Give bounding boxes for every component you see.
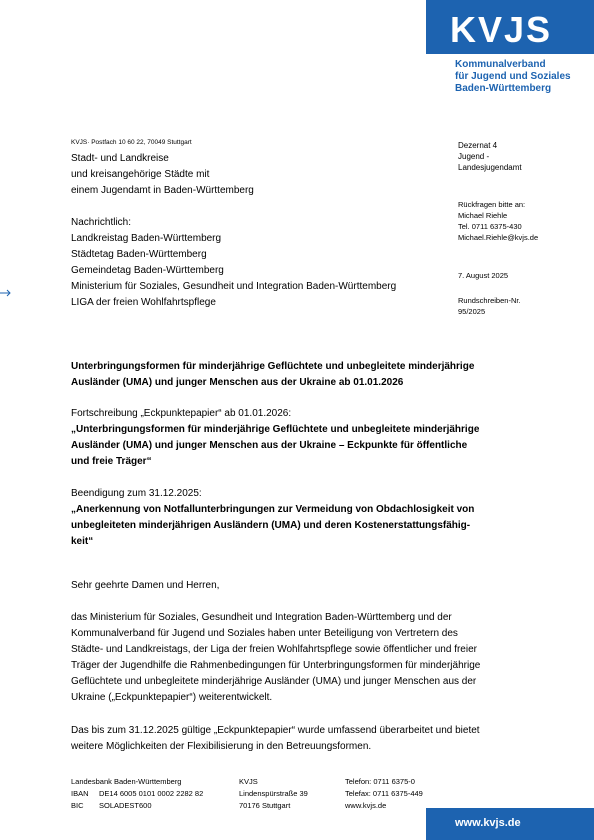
contact-label: Rückfragen bitte an: bbox=[458, 200, 526, 209]
iban-value: DE14 6005 0101 0002 2282 82 bbox=[99, 789, 204, 798]
subject-line: Ausländer (UMA) und junger Menschen aus der Ukraine ab 01.01.2026 bbox=[71, 377, 404, 388]
bank-name: Landesbank Baden-Württemberg bbox=[71, 777, 182, 786]
recipient-line: Stadt- und Landkreise bbox=[71, 153, 169, 164]
footer-bank bbox=[71, 776, 203, 812]
footer-web-small[interactable]: www.kvjs.de bbox=[345, 801, 387, 810]
tagline-line: für Jugend und Soziales bbox=[455, 71, 571, 82]
iban-row bbox=[71, 788, 203, 800]
recipient-line: und kreisangehörige Städte mit bbox=[71, 169, 210, 180]
footer-org: KVJS bbox=[239, 777, 258, 786]
paragraph-line: Träger der Jugendhilfe die Rahmenbedingungen für Unterbringungsformen für minderjährige bbox=[71, 660, 481, 671]
section-title-line: „Unterbringungsformen für minderjährige Geflüchtete und unbegleitete minderjährige bbox=[71, 424, 480, 435]
paragraph-line: Städte- und Landkreistags, der Liga der freien Wohlfahrtspflege sowie öffentlicher und freier bbox=[71, 644, 477, 655]
section-title-line: keit“ bbox=[71, 536, 94, 547]
paragraph-line: Ukraine („Eckpunktepapier“) weiterentwickelt. bbox=[71, 692, 273, 703]
section-termination bbox=[71, 486, 541, 550]
paragraph bbox=[71, 610, 561, 706]
cc-block bbox=[71, 215, 396, 311]
salutation: Sehr geehrte Damen und Herren, bbox=[71, 580, 220, 591]
contact-block bbox=[458, 199, 538, 243]
footer-contact bbox=[345, 776, 423, 812]
recipient-block bbox=[71, 151, 254, 199]
circular-number bbox=[458, 295, 521, 317]
bic-value: SOLADEST600 bbox=[99, 801, 152, 810]
paragraph bbox=[71, 723, 561, 755]
cc-item: Ministerium für Soziales, Gesundheit und Integration Baden-Württemberg bbox=[71, 281, 397, 292]
contact-name: Michael Riehle bbox=[458, 211, 508, 220]
bic-label: BIC bbox=[71, 801, 84, 810]
section-title-line: und freie Träger“ bbox=[71, 456, 152, 467]
letter-date: 7. August 2025 bbox=[458, 271, 509, 280]
section-title-line: unbegleiteten minderjährigen Ausländern (UMA) und deren Kostenerstattungsfähig- bbox=[71, 520, 471, 531]
iban-label: IBAN bbox=[71, 789, 89, 798]
section-intro: Beendigung zum 31.12.2025: bbox=[71, 488, 202, 499]
section-title-line: Ausländer (UMA) und junger Menschen aus der Ukraine – Eckpunkte für öffentliche bbox=[71, 440, 468, 451]
paragraph-line: Kommunalverband für Jugend und Soziales haben unter Beteiligung von Vertretern des bbox=[71, 628, 458, 639]
kvjs-logo: KVJS bbox=[450, 9, 553, 50]
circular-label: Rundschreiben-Nr. bbox=[458, 296, 521, 305]
sender-line: KVJS· Postfach 10 60 22, 70049 Stuttgart bbox=[71, 139, 192, 146]
fold-mark-icon bbox=[0, 288, 14, 298]
paragraph-line: weitere Möglichkeiten der Flexibilisierung in den Betreuungsformen. bbox=[71, 741, 372, 752]
paragraph-line: Das bis zum 31.12.2025 gültige „Eckpunktepapier“ wurde umfassend überarbeitet und bietet bbox=[71, 725, 480, 736]
footer-street: Lindenspürstraße 39 bbox=[239, 789, 308, 798]
bic-row bbox=[71, 800, 203, 812]
section-title-line: „Anerkennung von Notfallunterbringungen zur Vermeidung von Obdachlosigkeit von bbox=[71, 504, 475, 515]
subject-line: Unterbringungsformen für minderjährige Geflüchtete und unbegleitete minderjährige bbox=[71, 361, 475, 372]
footer-city: 70176 Stuttgart bbox=[239, 801, 291, 810]
web-link[interactable]: www.kvjs.de bbox=[455, 817, 521, 829]
cc-label: Nachrichtlich: bbox=[71, 217, 132, 228]
footer-phone: Telefon: 0711 6375-0 bbox=[345, 777, 415, 786]
dept-line: Jugend - bbox=[458, 152, 490, 161]
dept-line: Dezernat 4 bbox=[458, 141, 498, 150]
footer-address bbox=[239, 776, 308, 812]
footer-fax: Telefax: 0711 6375-449 bbox=[345, 789, 423, 798]
cc-item: Landkreistag Baden-Württemberg bbox=[71, 233, 222, 244]
cc-item: Städtetag Baden-Württemberg bbox=[71, 249, 207, 260]
paragraph-line: Geflüchtete und unbegleitete minderjährige Ausländer (UMA) und junger Menschen aus der bbox=[71, 676, 477, 687]
paragraph-line: das Ministerium für Soziales, Gesundheit und Integration Baden-Württemberg und der bbox=[71, 612, 452, 623]
cc-item: LIGA der freien Wohlfahrtspflege bbox=[71, 297, 216, 308]
tagline-line: Kommunalverband bbox=[455, 59, 546, 70]
section-intro: Fortschreibung „Eckpunktepapier“ ab 01.01.2026: bbox=[71, 408, 292, 419]
contact-email[interactable]: Michael.Riehle@kvjs.de bbox=[458, 233, 539, 242]
tagline-line: Baden-Württemberg bbox=[455, 83, 552, 94]
contact-phone: Tel. 0711 6375-430 bbox=[458, 222, 522, 231]
department bbox=[458, 140, 522, 173]
logo-tagline bbox=[455, 59, 571, 95]
subject bbox=[71, 359, 541, 391]
cc-item: Gemeindetag Baden-Württemberg bbox=[71, 265, 224, 276]
circular-value: 95/2025 bbox=[458, 307, 486, 316]
recipient-line: einem Jugendamt in Baden-Württemberg bbox=[71, 185, 254, 196]
section-continuation bbox=[71, 406, 541, 470]
dept-line: Landesjugendamt bbox=[458, 163, 522, 172]
